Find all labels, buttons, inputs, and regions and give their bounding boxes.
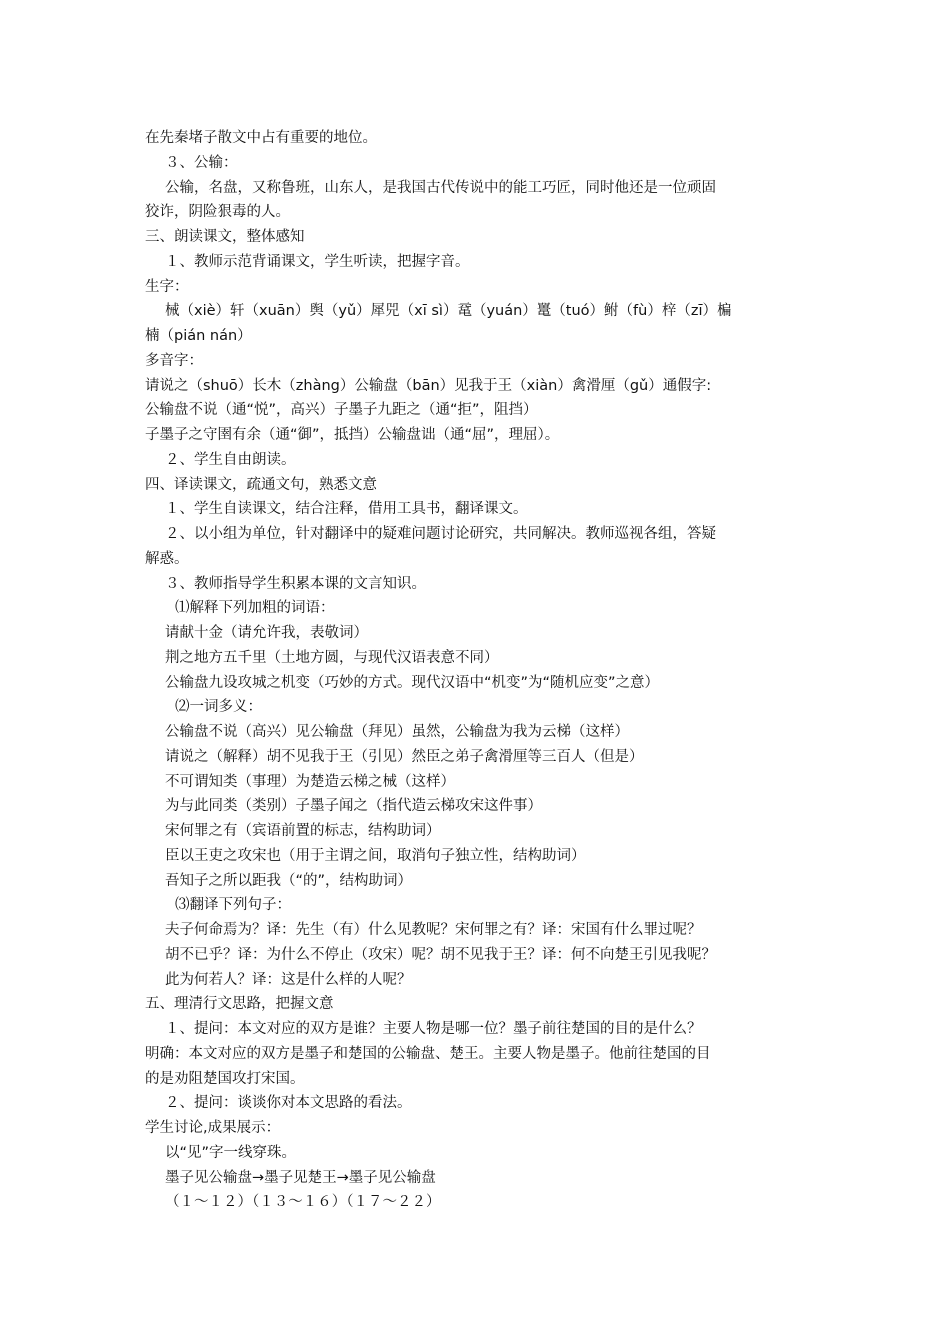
text-line: 在先秦堵子散文中占有重要的地位。 (145, 130, 377, 146)
text-line: 公输，名盘，又称鲁班，山东人，是我国古代传说中的能工巧匠，同时他还是一位顽固 (165, 179, 716, 196)
text-line: ２、提问：谈谈你对本文思路的看法。 (165, 1095, 412, 1112)
text-line: 请献十金（请允许我，表敬词） (165, 625, 368, 641)
text-line: ３、教师指导学生积累本课的文言知识。 (165, 575, 426, 592)
text-line: 明确：本文对应的双方是墨子和楚国的公输盘、楚王。主要人物是墨子。他前往楚国的目 (145, 1045, 711, 1062)
text-line: 不可谓知类（事理）为楚造云梯之械（这样） (165, 773, 455, 790)
text-line: 夫子何命焉为？译：先生（有）什么见教呢？宋何罪之有？译：宋国有什么罪过呢？ (165, 922, 702, 938)
text-line: ３、公输： (165, 154, 238, 171)
text-line: ⑶翻译下列句子： (175, 897, 291, 914)
text-line: 楠（pián nán） (145, 328, 252, 344)
text-line: 的是劝阻楚国攻打宋国。 (145, 1070, 305, 1087)
text-line: 请说之（shuō）长木（zhàng）公输盘（bān）见我于王（xiàn）禽滑厘（gǔ）通假字: (145, 377, 712, 394)
text-line: 公输盘不说（通“悦”，高兴）子墨子九距之（通“拒”，阻挡） (145, 402, 538, 419)
text-line: 生字： (145, 278, 189, 295)
text-line: 公输盘不说（高兴）见公输盘（拜见）虽然，公输盘为我为云梯（这样） (165, 724, 629, 740)
text-line: 公输盘九设攻城之机变（巧妙的方式。现代汉语中“机变”为“随机应变”之意） (165, 674, 660, 691)
text-line: 解惑。 (145, 550, 189, 567)
text-line: 三、朗读课文，整体感知 (145, 229, 305, 245)
text-line: 多音字： (145, 352, 203, 369)
text-line: 宋何罪之有（宾语前置的标志，结构助词） (165, 823, 441, 839)
text-line: １、教师示范背诵课文，学生听读，把握字音。 (165, 253, 470, 270)
text-line: ⑵一词多义： (175, 699, 262, 716)
text-line: １、学生自读课文，结合注释，借用工具书，翻译课文。 (165, 501, 528, 518)
text-line: ２、以小组为单位，针对翻译中的疑难问题讨论研究，共同解决。教师巡视各组，答疑 (165, 526, 716, 542)
text-line: １、提问：本文对应的双方是谁？主要人物是哪一位？墨子前往楚国的目的是什么？ (165, 1021, 702, 1037)
text-line: 狡诈，阴险狠毒的人。 (145, 204, 290, 221)
text-line: 五、理清行文思路，把握文意 (145, 996, 334, 1013)
text-line: 臣以王吏之攻宋也（用于主谓之间，取消句子独立性，结构助词） (165, 847, 586, 864)
text-line: 以“见”字一线穿珠。 (165, 1144, 297, 1161)
text-line: 墨子见公输盘→墨子见楚王→墨子见公输盘 (165, 1169, 436, 1186)
text-line: ⑴解释下列加粗的词语： (175, 600, 335, 617)
text-line: 胡不已乎？译：为什么不停止（攻宋）呢？胡不见我于王？译：何不向楚王引见我呢？ (165, 946, 716, 963)
text-line: 请说之（解释）胡不见我于王（引见）然臣之弟子禽滑厘等三百人（但是） (165, 748, 644, 765)
text-line: 荆之地方五千里（土地方圆，与现代汉语表意不同） (165, 649, 499, 666)
text-line: 为与此同类（类别）子墨子闻之（指代造云梯攻宋这件事） (165, 798, 542, 815)
text-line: （１～１２）（１３～１６）（１７～２２） (165, 1194, 441, 1211)
text-line: 吾知子之所以距我（“的”，结构助词） (165, 872, 413, 889)
text-line: 械（xiè）轩（xuān）舆（yǔ）犀兕（xī sì）鼋（yuán）鼍（tuó）鲋（fù）梓（zī）楄 (165, 303, 732, 320)
text-line: 四、译读课文，疏通文句，熟悉文意 (145, 476, 377, 493)
document-body (145, 126, 815, 1215)
text-line: 学生讨论,成果展示： (145, 1120, 281, 1136)
text-line: 子墨子之守圉有余（通“御”，抵挡）公输盘诎（通“屈”，理屈）。 (145, 427, 560, 443)
text-line: ２、学生自由朗读。 (165, 451, 296, 468)
text-line: 此为何若人？译：这是什么样的人呢？ (165, 971, 412, 988)
